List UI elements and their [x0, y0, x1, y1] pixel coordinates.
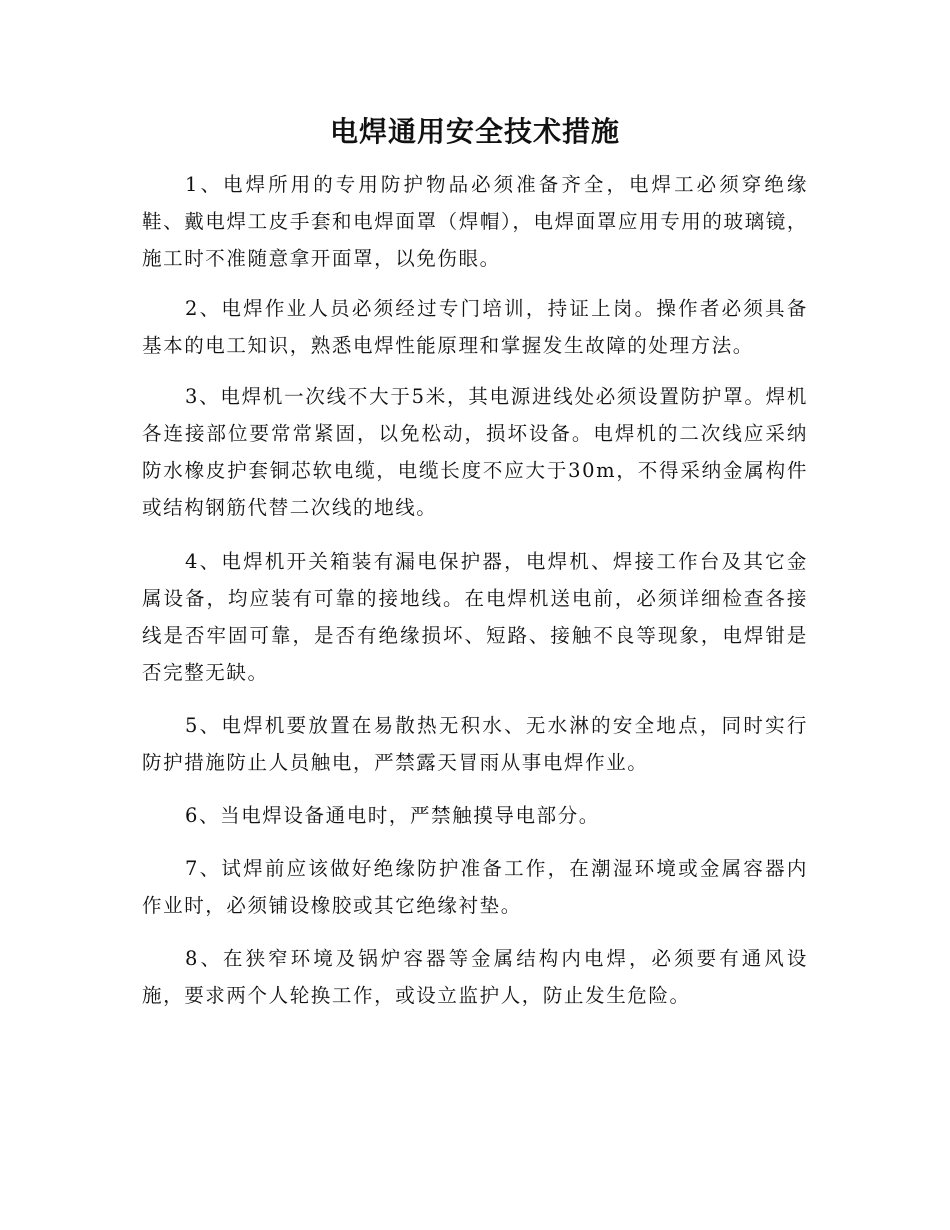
document-title: 电焊通用安全技术措施 — [329, 115, 620, 148]
paragraph-6: 6、当电焊设备通电时，严禁触摸导电部分。 — [185, 804, 600, 827]
paragraph-4: 4、电焊机开关箱装有漏电保护器，电焊机、焊接工作台及其它金属设备，均应装有可靠的接地线。在电焊机送电前，必须详细检查各接线是否牢固可靠，是否有绝缘损坏、短路、接触不良等现象，电焊钳是否完整无缺。 — [142, 550, 808, 684]
paragraph-8: 8、在狭窄环境及锅炉容器等金属结构内电焊，必须要有通风设施，要求两个人轮换工作，或设立监护人，防止发生危险。 — [142, 947, 808, 1007]
paragraph-2: 2、电焊作业人员必须经过专门培训，持证上岗。操作者必须具备基本的电工知识，熟悉电焊性能原理和掌握发生故障的处理方法。 — [142, 297, 808, 357]
paragraph-1: 1、电焊所用的专用防护物品必须准备齐全，电焊工必须穿绝缘鞋、戴电焊工皮手套和电焊面罩（焊帽），电焊面罩应用专用的玻璃镜，施工时不准随意拿开面罩，以免伤眼。 — [142, 173, 808, 270]
paragraph-3: 3、电焊机一次线不大于5米，其电源进线处必须设置防护罩。焊机各连接部位要常常紧固，以免松动，损坏设备。电焊机的二次线应采纳防水橡皮护套铜芯软电缆，电缆长度不应大于30m，不得采纳金属构件或结构钢筋代替二次线的地线。 — [142, 385, 808, 519]
paragraph-7: 7、试焊前应该做好绝缘防护准备工作，在潮湿环境或金属容器内作业时，必须铺设橡胶或其它绝缘衬垫。 — [142, 857, 808, 917]
paragraph-5: 5、电焊机要放置在易散热无积水、无水淋的安全地点，同时实行防护措施防止人员触电，严禁露天冒雨从事电焊作业。 — [142, 714, 808, 774]
